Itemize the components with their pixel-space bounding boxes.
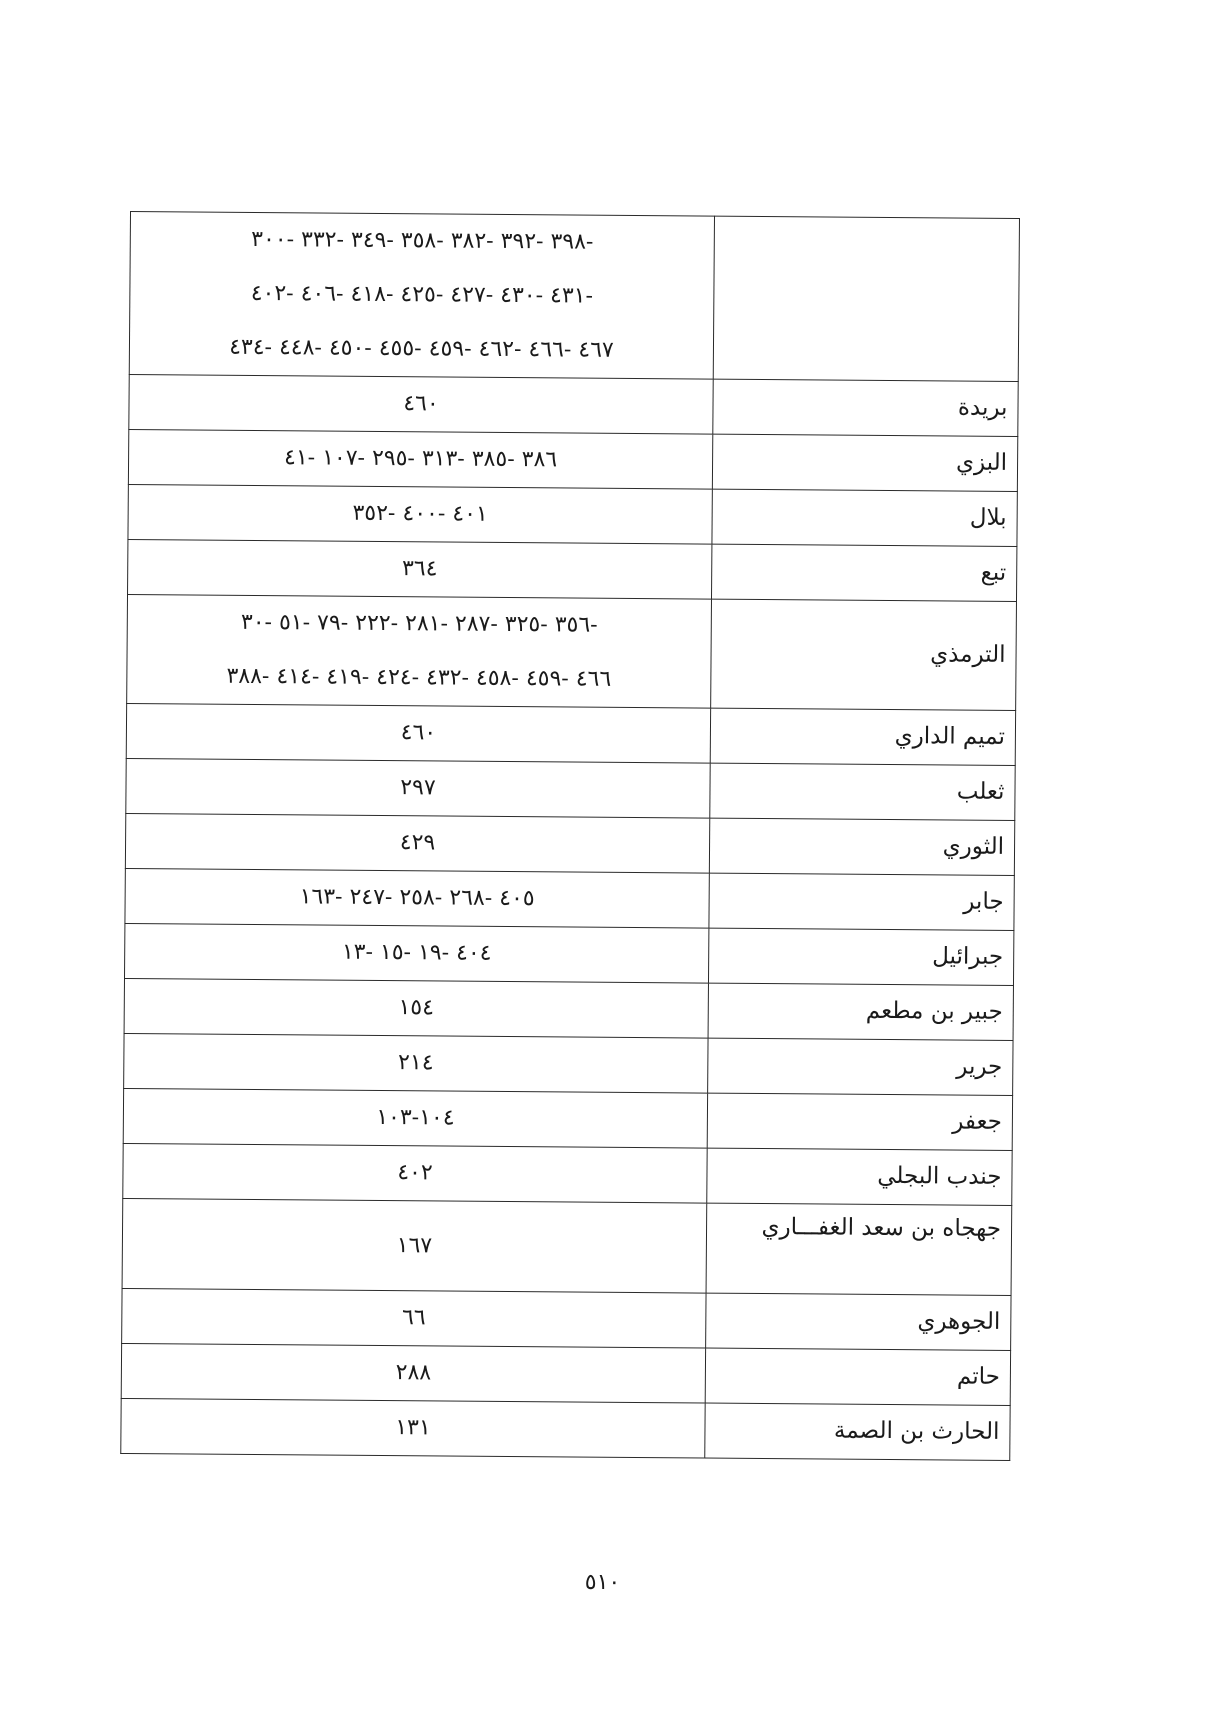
index-entry-name: جندب البجلي <box>707 1148 1012 1205</box>
index-entry-pages <box>126 703 710 763</box>
page-reference-line: ٤٦٧ -٤٦٦ -٤٦٢ -٤٥٩ -٤٥٥ -٤٥٠ -٤٤٨ -٤٣٤ <box>229 334 614 363</box>
index-entry-name: تميم الداري <box>710 708 1015 765</box>
page-reference-line: ٢٨٨ <box>395 1360 432 1386</box>
index-entry-pages <box>121 1343 705 1403</box>
page-reference-line: ٤٦٠ <box>403 391 439 417</box>
index-entry-pages <box>128 485 712 545</box>
page-reference-line: -٣٩٨ -٣٩٢ -٣٨٢ -٣٥٨ -٣٤٩ -٣٣٢ -٣٠٠ <box>251 226 594 255</box>
index-body <box>121 212 1020 1461</box>
index-entry-pages <box>127 595 712 709</box>
index-entry-pages <box>125 813 709 873</box>
page-reference-line: ٢٩٧ <box>400 775 436 801</box>
page-reference-line: ٢١٤ <box>398 1050 434 1076</box>
page-reference-line: ٣٨٦ -٣٨٥ -٣١٣ -٢٩٥ -١٠٧ -٤١ <box>283 445 558 473</box>
page-reference-line: ٦٦ <box>401 1305 426 1331</box>
index-entry-pages <box>124 923 708 983</box>
page-reference-line: -٤٣١ -٤٣٠ -٤٢٧ -٤٢٥ -٤١٨ -٤٠٦ -٤٠٢ <box>250 280 594 309</box>
table-row <box>122 1288 1011 1350</box>
page-reference-line: ٣٦٤ <box>401 556 438 582</box>
index-entry-name: بلال <box>712 489 1017 546</box>
index-entry-name: بريدة <box>713 379 1018 436</box>
table-row <box>126 703 1015 765</box>
page-reference-line: ٤٠٤ -١٩ -١٥ -١٣ <box>341 939 492 966</box>
table-row <box>127 595 1017 711</box>
index-entry-name: حاتم <box>705 1348 1010 1405</box>
index-entry-pages <box>122 1288 706 1348</box>
index-entry-name: جرير <box>708 1038 1013 1095</box>
index-entry-pages <box>129 212 714 380</box>
index-entry-name: الثوري <box>709 818 1014 875</box>
table-row <box>123 1143 1012 1205</box>
page-reference-line: ٤٦٦ -٤٥٩ -٤٥٨ -٤٣٢ -٤٢٤ -٤١٩ -٤١٤ -٣٨٨ <box>226 663 612 692</box>
index-entry-pages <box>122 1198 707 1293</box>
page-reference-line: ٤٠٥ -٢٦٨ -٢٥٨ -٢٤٧ -١٦٣ <box>299 884 535 912</box>
index-entry-name: تبع <box>711 544 1016 601</box>
index-entry-name: جعفر <box>707 1093 1012 1150</box>
index-entry-name: جابر <box>709 873 1014 930</box>
table-row <box>128 430 1017 492</box>
table-row <box>129 375 1018 437</box>
index-entry-pages <box>129 375 713 435</box>
table-row <box>124 1033 1013 1095</box>
page-reference-line: ١٠٤-١٠٣ <box>376 1104 455 1131</box>
index-entry-name: جبرائيل <box>708 928 1013 985</box>
index-entry-name: البزي <box>712 434 1017 491</box>
table-row <box>123 1088 1012 1150</box>
index-entry-pages <box>126 758 710 818</box>
index-entry-name: الترمذي <box>711 599 1017 710</box>
page-reference-line: ٤٢٩ <box>399 830 436 856</box>
table-row <box>126 758 1015 820</box>
page-reference-line: ١٣١ <box>395 1415 431 1441</box>
page-reference-line: ١٥٤ <box>398 995 435 1021</box>
table-row <box>125 868 1014 930</box>
page-reference-line: ٤٠٢ <box>397 1160 433 1186</box>
table-row <box>122 1198 1012 1295</box>
table-row <box>121 1343 1010 1405</box>
index-entry-pages <box>124 1033 708 1093</box>
page-reference-line: ١٦٧ <box>396 1232 433 1258</box>
index-entry-name: ثعلب <box>710 763 1015 820</box>
table-row <box>124 923 1013 985</box>
table-row <box>128 540 1017 602</box>
index-entry-name <box>713 216 1019 381</box>
page-reference-line: ٤٠١ -٤٠٠ -٣٥٢ <box>352 500 488 527</box>
table-row <box>125 813 1014 875</box>
index-entry-pages <box>128 430 712 490</box>
index-entry-pages <box>125 868 709 928</box>
page-reference-line: -٣٥٦ -٣٢٥ -٢٨٧ -٢٨١ -٢٢٢ -٧٩ -٥١ -٣٠ <box>240 609 598 638</box>
index-entry-name: الحارث بن الصمة <box>705 1403 1010 1460</box>
index-entry-name: جبير بن مطعم <box>708 983 1013 1040</box>
table-row <box>128 485 1017 547</box>
table-row <box>124 978 1013 1040</box>
table-row <box>121 1398 1010 1460</box>
index-entry-pages <box>128 540 712 600</box>
index-entry-name: جهجاه بن سعد الغفـــاري <box>706 1203 1012 1295</box>
index-entry-pages <box>123 1088 707 1148</box>
page-number: ٥١٠ <box>584 1570 621 1595</box>
index-entry-pages <box>124 978 708 1038</box>
index-entry-pages <box>123 1143 707 1203</box>
page-reference-line: ٤٦٠ <box>400 720 437 746</box>
table-row <box>129 212 1019 382</box>
index-table <box>120 211 1020 1461</box>
index-entry-pages <box>121 1398 705 1458</box>
index-entry-name: الجوهري <box>706 1293 1011 1350</box>
